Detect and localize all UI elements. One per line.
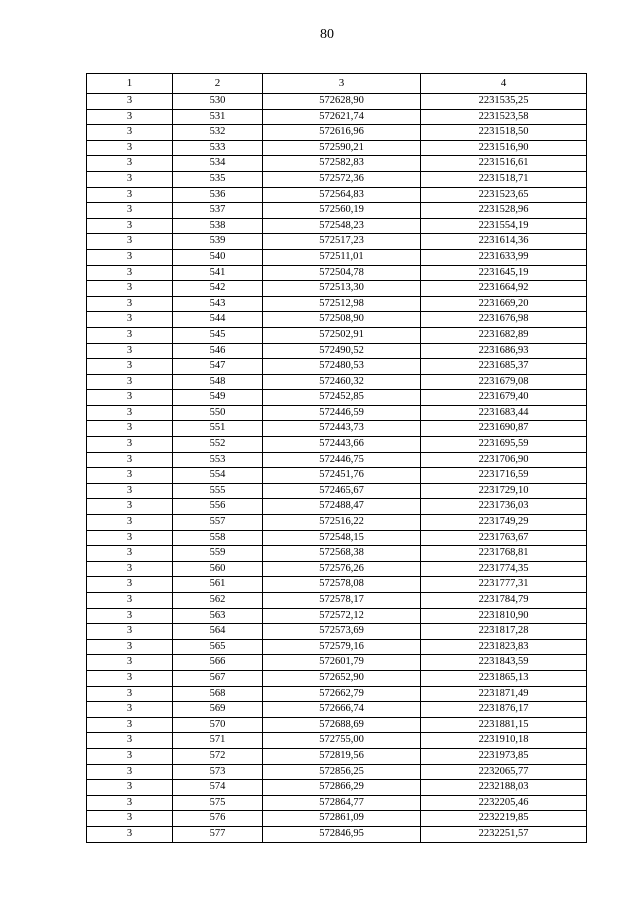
cell-point-number: 562 (173, 593, 263, 609)
cell-zone: 3 (87, 234, 173, 250)
cell-zone: 3 (87, 624, 173, 640)
table-row (87, 608, 587, 624)
table-row (87, 405, 587, 421)
cell-x-coordinate: 572578,17 (263, 593, 421, 609)
cell-point-number: 554 (173, 468, 263, 484)
cell-y-coordinate: 2231664,92 (421, 281, 587, 297)
column-header-3: 3 (263, 74, 421, 94)
cell-y-coordinate: 2231774,35 (421, 561, 587, 577)
cell-point-number: 546 (173, 343, 263, 359)
cell-point-number: 563 (173, 608, 263, 624)
cell-x-coordinate: 572856,25 (263, 764, 421, 780)
table-row (87, 312, 587, 328)
table-row (87, 561, 587, 577)
cell-y-coordinate: 2231768,81 (421, 546, 587, 562)
cell-y-coordinate: 2231516,61 (421, 156, 587, 172)
cell-x-coordinate: 572564,83 (263, 187, 421, 203)
cell-point-number: 571 (173, 733, 263, 749)
cell-x-coordinate: 572502,91 (263, 327, 421, 343)
cell-zone: 3 (87, 748, 173, 764)
cell-zone: 3 (87, 390, 173, 406)
cell-x-coordinate: 572628,90 (263, 94, 421, 110)
cell-point-number: 566 (173, 655, 263, 671)
cell-x-coordinate: 572480,53 (263, 359, 421, 375)
cell-y-coordinate: 2231784,79 (421, 593, 587, 609)
cell-y-coordinate: 2232205,46 (421, 795, 587, 811)
cell-zone: 3 (87, 670, 173, 686)
cell-x-coordinate: 572861,09 (263, 811, 421, 827)
cell-x-coordinate: 572616,96 (263, 125, 421, 141)
cell-x-coordinate: 572511,01 (263, 249, 421, 265)
cell-point-number: 565 (173, 639, 263, 655)
column-header-2: 2 (173, 74, 263, 94)
table-row (87, 483, 587, 499)
cell-y-coordinate: 2231518,50 (421, 125, 587, 141)
cell-zone: 3 (87, 327, 173, 343)
cell-zone: 3 (87, 468, 173, 484)
cell-point-number: 540 (173, 249, 263, 265)
table-row (87, 826, 587, 842)
cell-zone: 3 (87, 702, 173, 718)
cell-x-coordinate: 572864,77 (263, 795, 421, 811)
table-row (87, 499, 587, 515)
cell-point-number: 534 (173, 156, 263, 172)
cell-zone: 3 (87, 437, 173, 453)
cell-point-number: 538 (173, 218, 263, 234)
cell-x-coordinate: 572443,73 (263, 421, 421, 437)
cell-x-coordinate: 572573,69 (263, 624, 421, 640)
cell-zone: 3 (87, 203, 173, 219)
cell-point-number: 531 (173, 109, 263, 125)
cell-x-coordinate: 572504,78 (263, 265, 421, 281)
cell-y-coordinate: 2232219,85 (421, 811, 587, 827)
cell-y-coordinate: 2231749,29 (421, 515, 587, 531)
cell-point-number: 564 (173, 624, 263, 640)
cell-point-number: 548 (173, 374, 263, 390)
cell-zone: 3 (87, 187, 173, 203)
cell-point-number: 574 (173, 780, 263, 796)
cell-zone: 3 (87, 499, 173, 515)
cell-zone: 3 (87, 296, 173, 312)
cell-zone: 3 (87, 811, 173, 827)
cell-y-coordinate: 2231881,15 (421, 717, 587, 733)
table-row (87, 655, 587, 671)
cell-y-coordinate: 2231695,59 (421, 437, 587, 453)
cell-point-number: 545 (173, 327, 263, 343)
cell-zone: 3 (87, 593, 173, 609)
table-row (87, 296, 587, 312)
cell-y-coordinate: 2231523,65 (421, 187, 587, 203)
cell-x-coordinate: 572513,30 (263, 281, 421, 297)
cell-y-coordinate: 2231516,90 (421, 140, 587, 156)
cell-y-coordinate: 2231910,18 (421, 733, 587, 749)
cell-zone: 3 (87, 717, 173, 733)
cell-zone: 3 (87, 125, 173, 141)
cell-zone: 3 (87, 608, 173, 624)
cell-zone: 3 (87, 655, 173, 671)
cell-x-coordinate: 572488,47 (263, 499, 421, 515)
table-header (87, 74, 587, 94)
table-row (87, 748, 587, 764)
cell-point-number: 539 (173, 234, 263, 250)
cell-point-number: 575 (173, 795, 263, 811)
cell-x-coordinate: 572579,16 (263, 639, 421, 655)
cell-zone: 3 (87, 421, 173, 437)
cell-zone: 3 (87, 639, 173, 655)
cell-zone: 3 (87, 359, 173, 375)
table-row (87, 452, 587, 468)
cell-x-coordinate: 572443,66 (263, 437, 421, 453)
cell-zone: 3 (87, 795, 173, 811)
cell-zone: 3 (87, 249, 173, 265)
cell-x-coordinate: 572516,22 (263, 515, 421, 531)
table-row (87, 624, 587, 640)
cell-y-coordinate: 2231685,37 (421, 359, 587, 375)
cell-x-coordinate: 572568,38 (263, 546, 421, 562)
cell-y-coordinate: 2232188,03 (421, 780, 587, 796)
cell-y-coordinate: 2231523,58 (421, 109, 587, 125)
cell-zone: 3 (87, 109, 173, 125)
cell-zone: 3 (87, 218, 173, 234)
cell-x-coordinate: 572621,74 (263, 109, 421, 125)
cell-x-coordinate: 572755,00 (263, 733, 421, 749)
cell-point-number: 549 (173, 390, 263, 406)
table-row (87, 795, 587, 811)
table-row (87, 234, 587, 250)
cell-y-coordinate: 2231973,85 (421, 748, 587, 764)
cell-y-coordinate: 2231535,25 (421, 94, 587, 110)
cell-zone: 3 (87, 733, 173, 749)
cell-zone: 3 (87, 577, 173, 593)
cell-x-coordinate: 572460,32 (263, 374, 421, 390)
cell-x-coordinate: 572846,95 (263, 826, 421, 842)
cell-x-coordinate: 572446,75 (263, 452, 421, 468)
table-row (87, 468, 587, 484)
cell-y-coordinate: 2231554,19 (421, 218, 587, 234)
table-row (87, 359, 587, 375)
header-row (87, 74, 587, 94)
cell-x-coordinate: 572578,08 (263, 577, 421, 593)
cell-y-coordinate: 2231729,10 (421, 483, 587, 499)
column-header-4: 4 (421, 74, 587, 94)
cell-zone: 3 (87, 374, 173, 390)
cell-point-number: 559 (173, 546, 263, 562)
cell-zone: 3 (87, 826, 173, 842)
table-row (87, 125, 587, 141)
cell-x-coordinate: 572666,74 (263, 702, 421, 718)
cell-y-coordinate: 2231876,17 (421, 702, 587, 718)
cell-x-coordinate: 572548,23 (263, 218, 421, 234)
cell-x-coordinate: 572452,85 (263, 390, 421, 406)
cell-point-number: 535 (173, 171, 263, 187)
cell-y-coordinate: 2231679,40 (421, 390, 587, 406)
cell-y-coordinate: 2231716,59 (421, 468, 587, 484)
cell-y-coordinate: 2231518,71 (421, 171, 587, 187)
cell-zone: 3 (87, 281, 173, 297)
cell-x-coordinate: 572517,23 (263, 234, 421, 250)
cell-x-coordinate: 572819,56 (263, 748, 421, 764)
cell-point-number: 530 (173, 94, 263, 110)
table-row (87, 530, 587, 546)
cell-y-coordinate: 2231843,59 (421, 655, 587, 671)
cell-point-number: 576 (173, 811, 263, 827)
cell-zone: 3 (87, 94, 173, 110)
cell-point-number: 556 (173, 499, 263, 515)
cell-zone: 3 (87, 780, 173, 796)
cell-y-coordinate: 2231817,28 (421, 624, 587, 640)
table-row (87, 811, 587, 827)
table-row (87, 249, 587, 265)
table-row (87, 733, 587, 749)
cell-x-coordinate: 572576,26 (263, 561, 421, 577)
cell-zone: 3 (87, 343, 173, 359)
cell-y-coordinate: 2231528,96 (421, 203, 587, 219)
table-row (87, 717, 587, 733)
cell-zone: 3 (87, 515, 173, 531)
cell-y-coordinate: 2231682,89 (421, 327, 587, 343)
cell-zone: 3 (87, 312, 173, 328)
cell-point-number: 552 (173, 437, 263, 453)
table-row (87, 140, 587, 156)
cell-x-coordinate: 572446,59 (263, 405, 421, 421)
cell-x-coordinate: 572662,79 (263, 686, 421, 702)
cell-y-coordinate: 2231865,13 (421, 670, 587, 686)
table-row (87, 421, 587, 437)
cell-zone: 3 (87, 561, 173, 577)
table-row (87, 156, 587, 172)
cell-point-number: 569 (173, 702, 263, 718)
cell-zone: 3 (87, 483, 173, 499)
cell-zone: 3 (87, 546, 173, 562)
cell-y-coordinate: 2231823,83 (421, 639, 587, 655)
cell-y-coordinate: 2231645,19 (421, 265, 587, 281)
cell-y-coordinate: 2231679,08 (421, 374, 587, 390)
cell-point-number: 541 (173, 265, 263, 281)
table-row (87, 327, 587, 343)
cell-point-number: 542 (173, 281, 263, 297)
cell-point-number: 567 (173, 670, 263, 686)
cell-point-number: 536 (173, 187, 263, 203)
cell-point-number: 547 (173, 359, 263, 375)
table-row (87, 780, 587, 796)
cell-x-coordinate: 572548,15 (263, 530, 421, 546)
table-row (87, 203, 587, 219)
cell-x-coordinate: 572572,36 (263, 171, 421, 187)
cell-point-number: 533 (173, 140, 263, 156)
cell-x-coordinate: 572490,52 (263, 343, 421, 359)
coordinates-table (86, 73, 587, 843)
cell-point-number: 558 (173, 530, 263, 546)
cell-x-coordinate: 572688,69 (263, 717, 421, 733)
cell-point-number: 550 (173, 405, 263, 421)
table-row (87, 546, 587, 562)
table-row (87, 218, 587, 234)
cell-y-coordinate: 2232251,57 (421, 826, 587, 842)
cell-x-coordinate: 572572,12 (263, 608, 421, 624)
cell-zone: 3 (87, 452, 173, 468)
cell-point-number: 561 (173, 577, 263, 593)
table-body (87, 94, 587, 843)
cell-zone: 3 (87, 140, 173, 156)
table-row (87, 577, 587, 593)
cell-y-coordinate: 2231777,31 (421, 577, 587, 593)
cell-zone: 3 (87, 156, 173, 172)
table-row (87, 686, 587, 702)
table-row (87, 390, 587, 406)
table-row (87, 171, 587, 187)
cell-y-coordinate: 2231614,36 (421, 234, 587, 250)
cell-x-coordinate: 572601,79 (263, 655, 421, 671)
cell-y-coordinate: 2231736,03 (421, 499, 587, 515)
cell-x-coordinate: 572512,98 (263, 296, 421, 312)
cell-y-coordinate: 2231633,99 (421, 249, 587, 265)
table-row (87, 187, 587, 203)
table-row (87, 515, 587, 531)
cell-y-coordinate: 2231871,49 (421, 686, 587, 702)
cell-zone: 3 (87, 171, 173, 187)
cell-y-coordinate: 2231683,44 (421, 405, 587, 421)
cell-zone: 3 (87, 686, 173, 702)
page-number: 80 (320, 27, 334, 42)
cell-point-number: 570 (173, 717, 263, 733)
table-row (87, 639, 587, 655)
table-row (87, 281, 587, 297)
table-row (87, 702, 587, 718)
cell-zone: 3 (87, 764, 173, 780)
cell-y-coordinate: 2231686,93 (421, 343, 587, 359)
table-row (87, 109, 587, 125)
cell-y-coordinate: 2231676,98 (421, 312, 587, 328)
cell-y-coordinate: 2231763,67 (421, 530, 587, 546)
cell-y-coordinate: 2231706,90 (421, 452, 587, 468)
cell-point-number: 573 (173, 764, 263, 780)
cell-point-number: 544 (173, 312, 263, 328)
cell-x-coordinate: 572465,67 (263, 483, 421, 499)
cell-y-coordinate: 2232065,77 (421, 764, 587, 780)
cell-point-number: 553 (173, 452, 263, 468)
cell-point-number: 555 (173, 483, 263, 499)
cell-point-number: 537 (173, 203, 263, 219)
table-row (87, 374, 587, 390)
table-row (87, 265, 587, 281)
table-row (87, 764, 587, 780)
cell-point-number: 557 (173, 515, 263, 531)
cell-x-coordinate: 572582,83 (263, 156, 421, 172)
table-row (87, 670, 587, 686)
cell-zone: 3 (87, 405, 173, 421)
cell-y-coordinate: 2231690,87 (421, 421, 587, 437)
cell-x-coordinate: 572451,76 (263, 468, 421, 484)
cell-point-number: 532 (173, 125, 263, 141)
cell-point-number: 551 (173, 421, 263, 437)
cell-x-coordinate: 572590,21 (263, 140, 421, 156)
cell-point-number: 572 (173, 748, 263, 764)
cell-point-number: 577 (173, 826, 263, 842)
cell-point-number: 568 (173, 686, 263, 702)
cell-y-coordinate: 2231810,90 (421, 608, 587, 624)
cell-point-number: 560 (173, 561, 263, 577)
table-row (87, 343, 587, 359)
cell-x-coordinate: 572508,90 (263, 312, 421, 328)
table-row (87, 593, 587, 609)
cell-zone: 3 (87, 265, 173, 281)
cell-y-coordinate: 2231669,20 (421, 296, 587, 312)
cell-zone: 3 (87, 530, 173, 546)
cell-x-coordinate: 572652,90 (263, 670, 421, 686)
column-header-1: 1 (87, 74, 173, 94)
table-row (87, 94, 587, 110)
cell-x-coordinate: 572560,19 (263, 203, 421, 219)
table-row (87, 437, 587, 453)
cell-x-coordinate: 572866,29 (263, 780, 421, 796)
cell-point-number: 543 (173, 296, 263, 312)
